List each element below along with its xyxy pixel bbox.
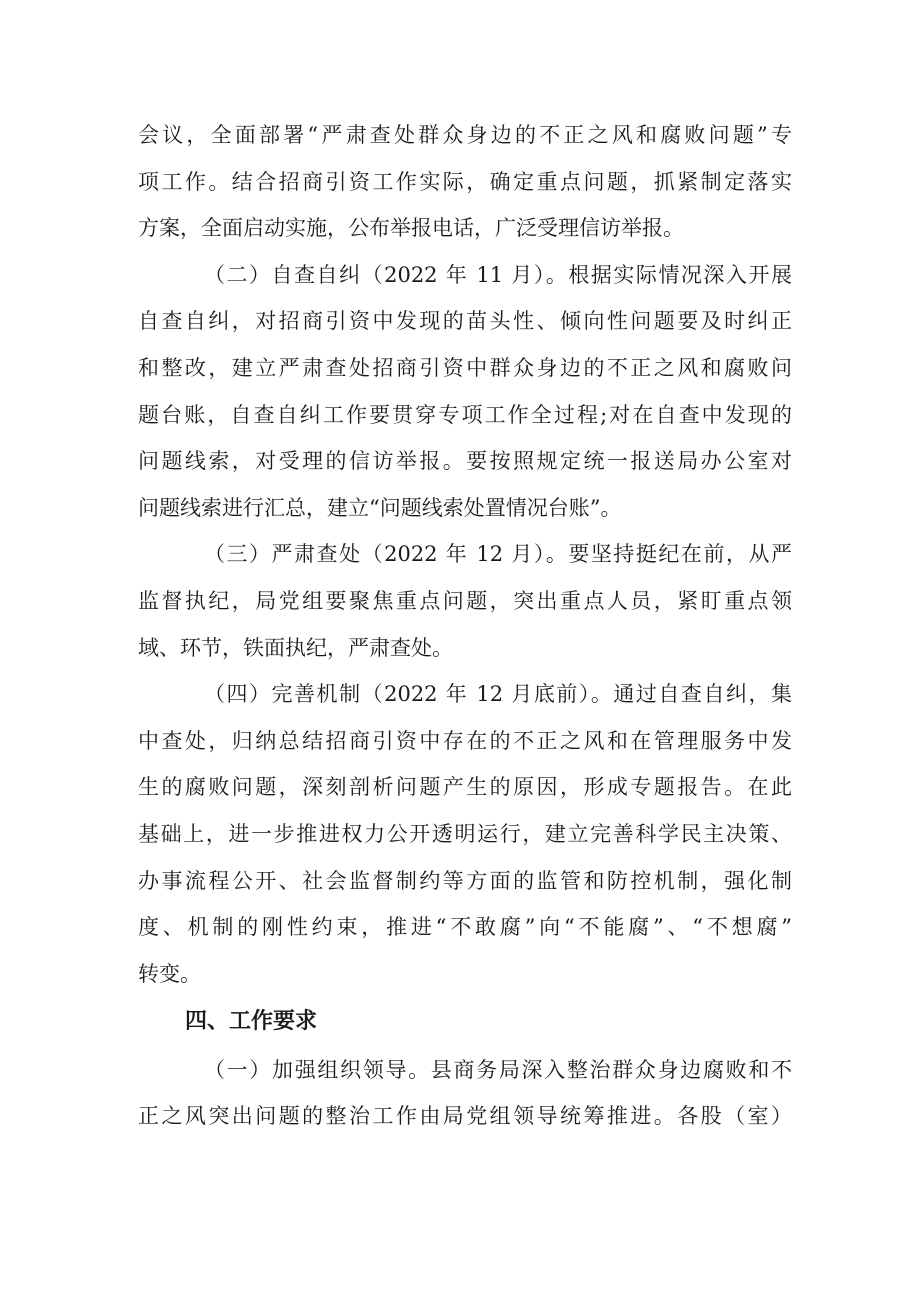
text-line: （三）严肃查处（2022 年 12 月）。要坚持挺纪在前，从严 — [204, 542, 792, 567]
text-line: 问题线索进行汇总，建立“问题线索处置情况台账”。 — [138, 495, 622, 520]
text-line: 办事流程公开、社会监督制约等方面的监管和防控机制，强化制 — [138, 868, 792, 893]
paragraph-leadership — [138, 1047, 792, 1140]
paragraph-investigate — [138, 531, 792, 671]
text-line: 域、环节，铁面执纪，严肃查处。 — [138, 635, 453, 660]
paragraph-self-check — [138, 252, 792, 532]
text-line: （二）自查自纠（2022 年 11 月）。根据实际情况深入开展 — [204, 262, 792, 287]
text-line: 自查自纠，对招商引资中发现的苗头性、倾向性问题要及时纠正 — [138, 309, 792, 334]
text-line: 题台账，自查自纠工作要贯穿专项工作全过程;对在自查中发现的 — [138, 402, 792, 427]
document-body — [138, 112, 792, 1140]
text-line: 项工作。结合招商引资工作实际，确定重点问题，抓紧制定落实 — [138, 169, 792, 194]
text-line: 问题线索，对受理的信访举报。要按照规定统一报送局办公室对 — [138, 449, 792, 474]
text-line: 和整改，建立严肃查处招商引资中群众身边的不正之风和腐败问 — [138, 355, 792, 380]
section-heading: 四、工作要求 — [185, 1009, 318, 1035]
text-line: 转变。 — [138, 961, 201, 986]
text-line: 正之风突出问题的整治工作由局党组领导统筹推进。各股（室） — [138, 1104, 792, 1129]
text-line: 方案，全面启动实施，公布举报电话，广泛受理信访举报。 — [138, 216, 684, 241]
paragraph-mechanism — [138, 671, 792, 997]
text-line: 中查处，归纳总结招商引资中存在的不正之风和在管理服务中发 — [138, 728, 792, 753]
text-line: （四）完善机制（2022 年 12 月底前）。通过自查自纠，集 — [204, 682, 792, 707]
text-line: 监督执纪，局党组要聚焦重点问题，突出重点人员，紧盯重点领 — [138, 588, 792, 613]
paragraph-intro — [138, 112, 792, 252]
text-line: 生的腐败问题，深刻剖析问题产生的原因，形成专题报告。在此 — [138, 775, 792, 800]
text-line: 会议，全面部署“严肃查处群众身边的不正之风和腐败问题”专 — [138, 123, 792, 147]
text-line: （一）加强组织领导。县商务局深入整治群众身边腐败和不 — [204, 1057, 792, 1082]
text-line: 度、机制的刚性约束，推进“不敢腐”向“不能腐”、“不想腐” — [138, 915, 792, 940]
text-line: 基础上，进一步推进权力公开透明运行，建立完善科学民主决策、 — [138, 821, 792, 846]
